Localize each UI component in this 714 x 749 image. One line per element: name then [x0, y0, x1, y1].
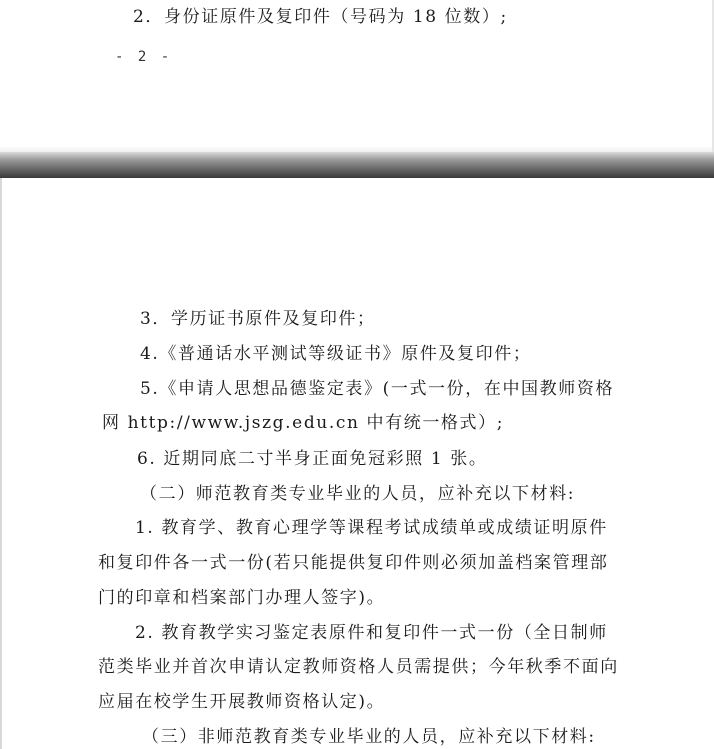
page-number: - 2 -	[115, 49, 173, 65]
section-2-item-2: 2. 教育教学实习鉴定表原件和复印件一式一份（全日制师	[135, 623, 608, 643]
document-page-3	[0, 178, 714, 749]
item-3-diploma: 3．学历证书原件及复印件；	[140, 309, 376, 329]
item-4-mandarin-certificate: 4.《普通话水平测试等级证书》原件及复印件；	[140, 344, 532, 364]
item-2-id-card: 2．身份证原件及复印件（号码为 18 位数）;	[133, 7, 508, 27]
section-3-heading: （三）非师范教育类专业毕业的人员，应补充以下材料:	[142, 727, 596, 747]
page-separator	[0, 152, 714, 178]
section-2-item-2-cont-2: 应届在校学生开展教师资格认定)。	[98, 692, 386, 712]
section-2-item-1: 1. 教育学、教育心理学等课程考试成绩单或成绩证明原件	[135, 518, 608, 538]
section-2-item-1-cont-2: 门的印章和档案部门办理人签字)。	[98, 588, 386, 608]
item-6-photo: 6. 近期同底二寸半身正面免冠彩照 1 张。	[137, 449, 488, 469]
item-5-character-appraisal: 5.《申请人思想品德鉴定表》(一式一份，在中国教师资格	[140, 379, 615, 399]
document-page-2	[0, 0, 714, 152]
section-2-item-2-cont-1: 范类毕业并首次申请认定教师资格人员需提供；今年秋季不面向	[98, 657, 619, 677]
section-2-heading: （二）师范教育类专业毕业的人员，应补充以下材料:	[140, 484, 576, 504]
item-5-continued: 网 http://www.jszg.edu.cn 中有统一格式）;	[102, 413, 505, 433]
section-2-item-1-cont-1: 和复印件各一式一份(若只能提供复印件则必须加盖档案管理部	[98, 553, 609, 573]
